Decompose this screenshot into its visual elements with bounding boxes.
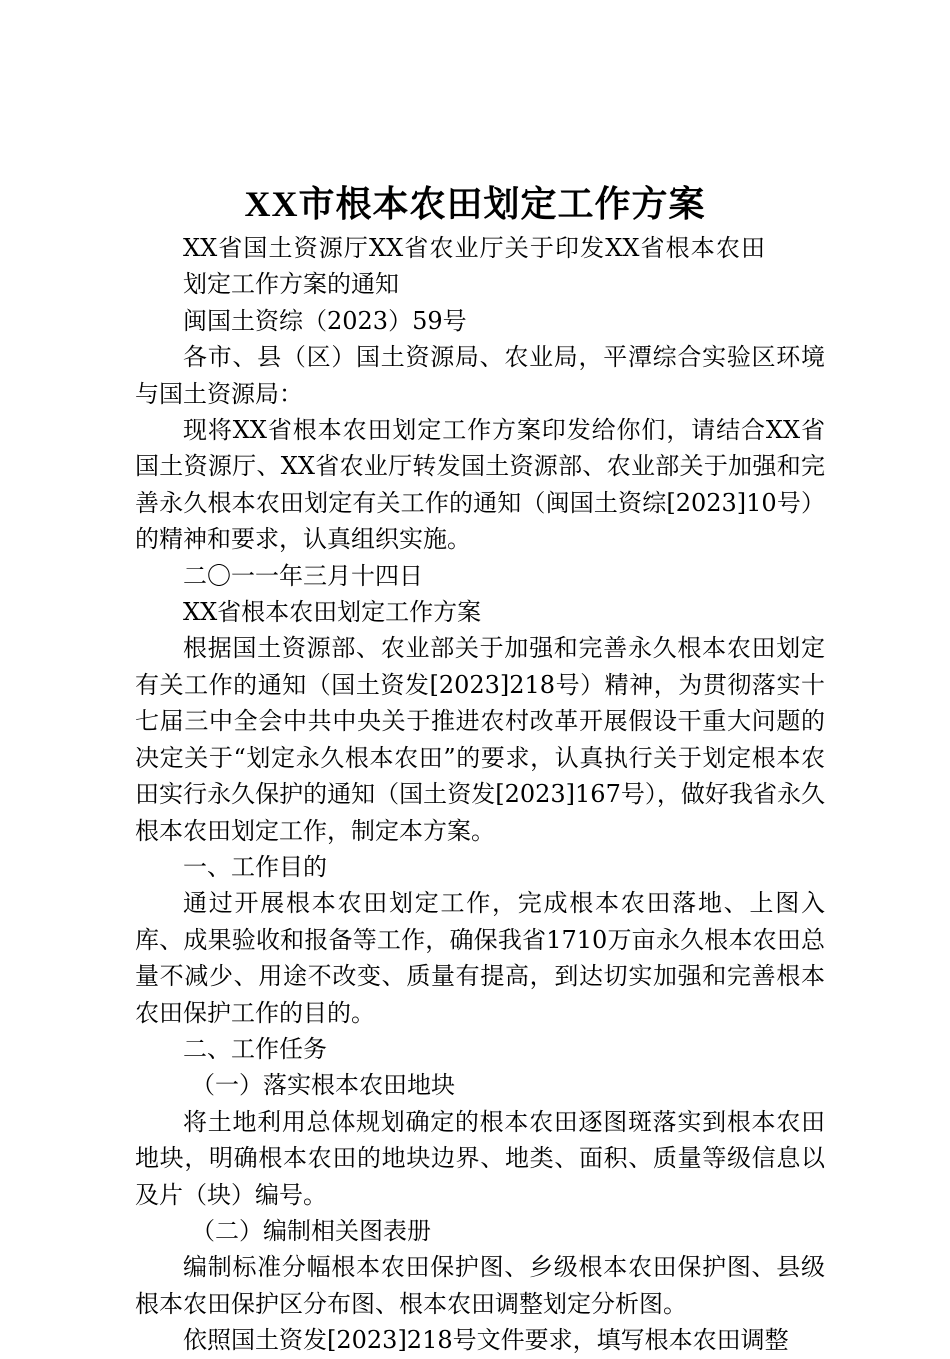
paragraph: 根据国土资源部、农业部关于加强和完善永久根本农田划定有关工作的通知（国土资发[2023]218号）精神，为贯彻落实十七届三中全会中共中央关于推进农村改革开展假设干重大问题的决定关于“划定永久根本农田”的要求，认真执行关于划定根本农田实行永久保护的通知（国土资发[2023]167号），做好我省永久根本农田划定工作，制定本方案。 [135,634,825,845]
title-text: 市根本农田划定工作方案 [298,183,706,225]
section-heading: 一、工作目的 [183,852,327,881]
subsection-heading: （二）编制相关图表册 [191,1216,431,1245]
title-prefix: XX [244,184,299,224]
notice-heading: XX省国土资源厅XX省农业厅关于印发XX省根本农田划定工作方案的通知 [183,234,765,299]
section-heading: 二、工作任务 [183,1034,327,1063]
paragraph: 通过开展根本农田划定工作，完成根本农田落地、上图入库、成果验收和报备等工作，确保我省1710万亩永久根本农田总量不减少、用途不改变、质量有提高，到达切实加强和完善根本农田保护工作的目的。 [135,889,825,1027]
document-title [0,178,950,230]
document-number: 闽国土资综（2023）59号 [183,306,467,335]
plan-title: XX省根本农田划定工作方案 [183,598,482,627]
paragraph: 将土地利用总体规划确定的根本农田逐图斑落实到根本农田地块，明确根本农田的地块边界、地类、面积、质量等级信息以及片（块）编号。 [135,1107,825,1209]
addressee: 各市、县（区）国土资源局、农业局，平潭综合实验区环境与国土资源局： [135,343,825,408]
date-line: 二〇一一年三月十四日 [183,561,423,590]
paragraph: 编制标准分幅根本农田保护图、乡级根本农田保护图、县级根本农田保护区分布图、根本农田调整划定分析图。 [135,1253,825,1318]
document-body [135,230,825,1359]
subsection-heading: （一）落实根本农田地块 [191,1071,455,1100]
paragraph: 现将XX省根本农田划定工作方案印发给你们，请结合XX省国土资源厅、XX省农业厅转发国土资源部、农业部关于加强和完善永久根本农田划定有关工作的通知（闽国土资综[2023]10号）的精神和要求，认真组织实施。 [135,416,825,554]
paragraph: 依照国土资发[2023]218号文件要求，填写根本农田调整 [183,1326,789,1355]
